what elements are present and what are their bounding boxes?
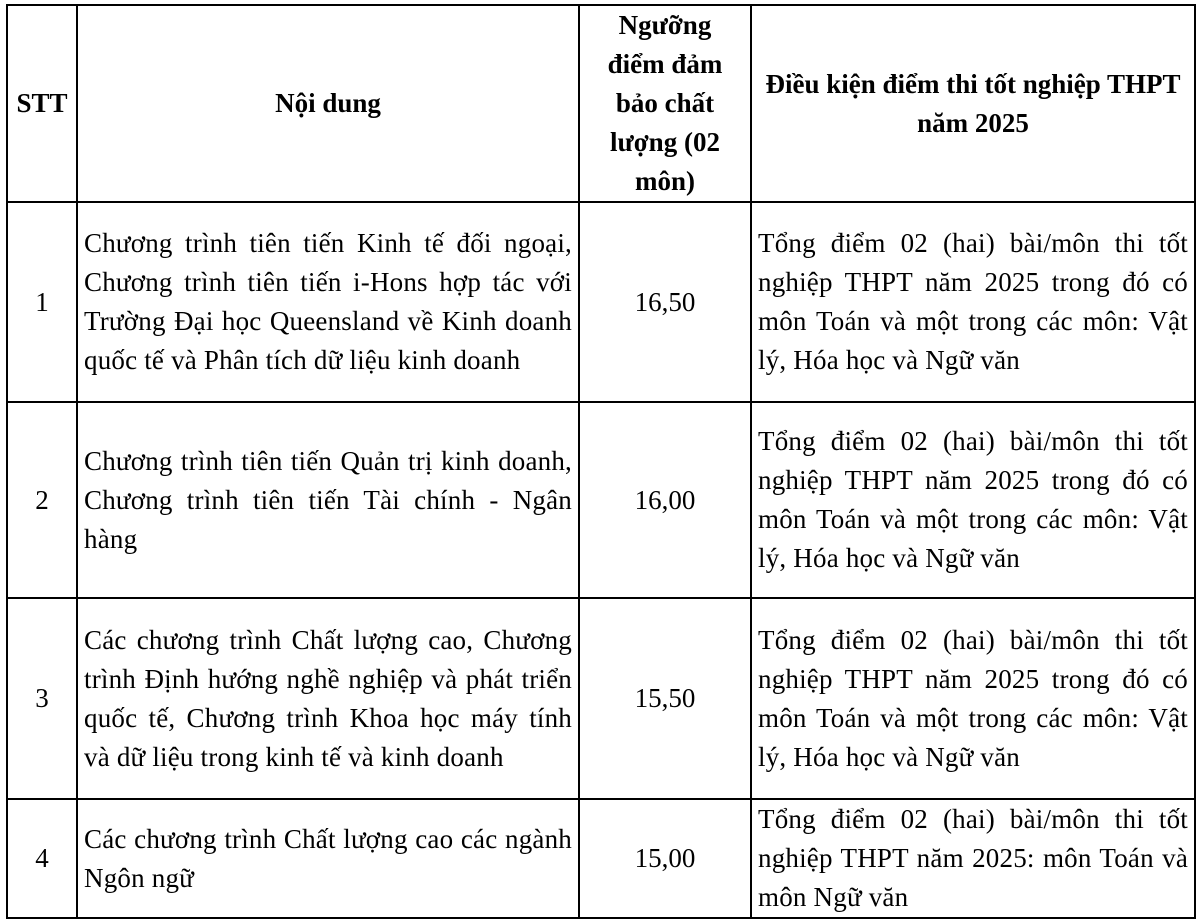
row-condition: Tổng điểm 02 (hai) bài/môn thi tốt nghiệp THPT năm 2025 trong đó có môn Toán và một trong các môn: Vật lý, Hóa học và Ngữ văn xyxy=(751,598,1195,799)
row-content: Chương trình tiên tiến Quản trị kinh doanh, Chương trình tiên tiến Tài chính - Ngân hàng xyxy=(77,402,579,598)
header-content: Nội dung xyxy=(77,5,579,202)
header-threshold: Ngưỡng điểm đảm bảo chất lượng (02 môn) xyxy=(579,5,751,202)
row-condition: Tổng điểm 02 (hai) bài/môn thi tốt nghiệp THPT năm 2025 trong đó có môn Toán và một trong các môn: Vật lý, Hóa học và Ngữ văn xyxy=(751,202,1195,402)
row-threshold: 15,50 xyxy=(579,598,751,799)
row-stt: 2 xyxy=(7,402,77,598)
row-condition: Tổng điểm 02 (hai) bài/môn thi tốt nghiệp THPT năm 2025: môn Toán và môn Ngữ văn xyxy=(751,799,1195,918)
table-row xyxy=(7,598,1195,799)
row-content: Các chương trình Chất lượng cao, Chương trình Định hướng nghề nghiệp và phát triển quốc tế, Chương trình Khoa học máy tính và dữ liệu trong kinh tế và kinh doanh xyxy=(77,598,579,799)
row-stt: 3 xyxy=(7,598,77,799)
table-row xyxy=(7,799,1195,918)
row-stt: 4 xyxy=(7,799,77,918)
header-stt: STT xyxy=(7,5,77,202)
row-content: Các chương trình Chất lượng cao các ngành Ngôn ngữ xyxy=(77,799,579,918)
row-content: Chương trình tiên tiến Kinh tế đối ngoại, Chương trình tiên tiến i-Hons hợp tác với Trường Đại học Queensland về Kinh doanh quốc tế và Phân tích dữ liệu kinh doanh xyxy=(77,202,579,402)
table-row xyxy=(7,202,1195,402)
admission-score-table xyxy=(6,4,1196,919)
row-threshold: 15,00 xyxy=(579,799,751,918)
row-threshold: 16,50 xyxy=(579,202,751,402)
table-row xyxy=(7,402,1195,598)
row-stt: 1 xyxy=(7,202,77,402)
table-header-row xyxy=(7,5,1195,202)
row-condition: Tổng điểm 02 (hai) bài/môn thi tốt nghiệp THPT năm 2025 trong đó có môn Toán và một trong các môn: Vật lý, Hóa học và Ngữ văn xyxy=(751,402,1195,598)
row-threshold: 16,00 xyxy=(579,402,751,598)
header-condition: Điều kiện điểm thi tốt nghiệp THPT năm 2025 xyxy=(751,5,1195,202)
